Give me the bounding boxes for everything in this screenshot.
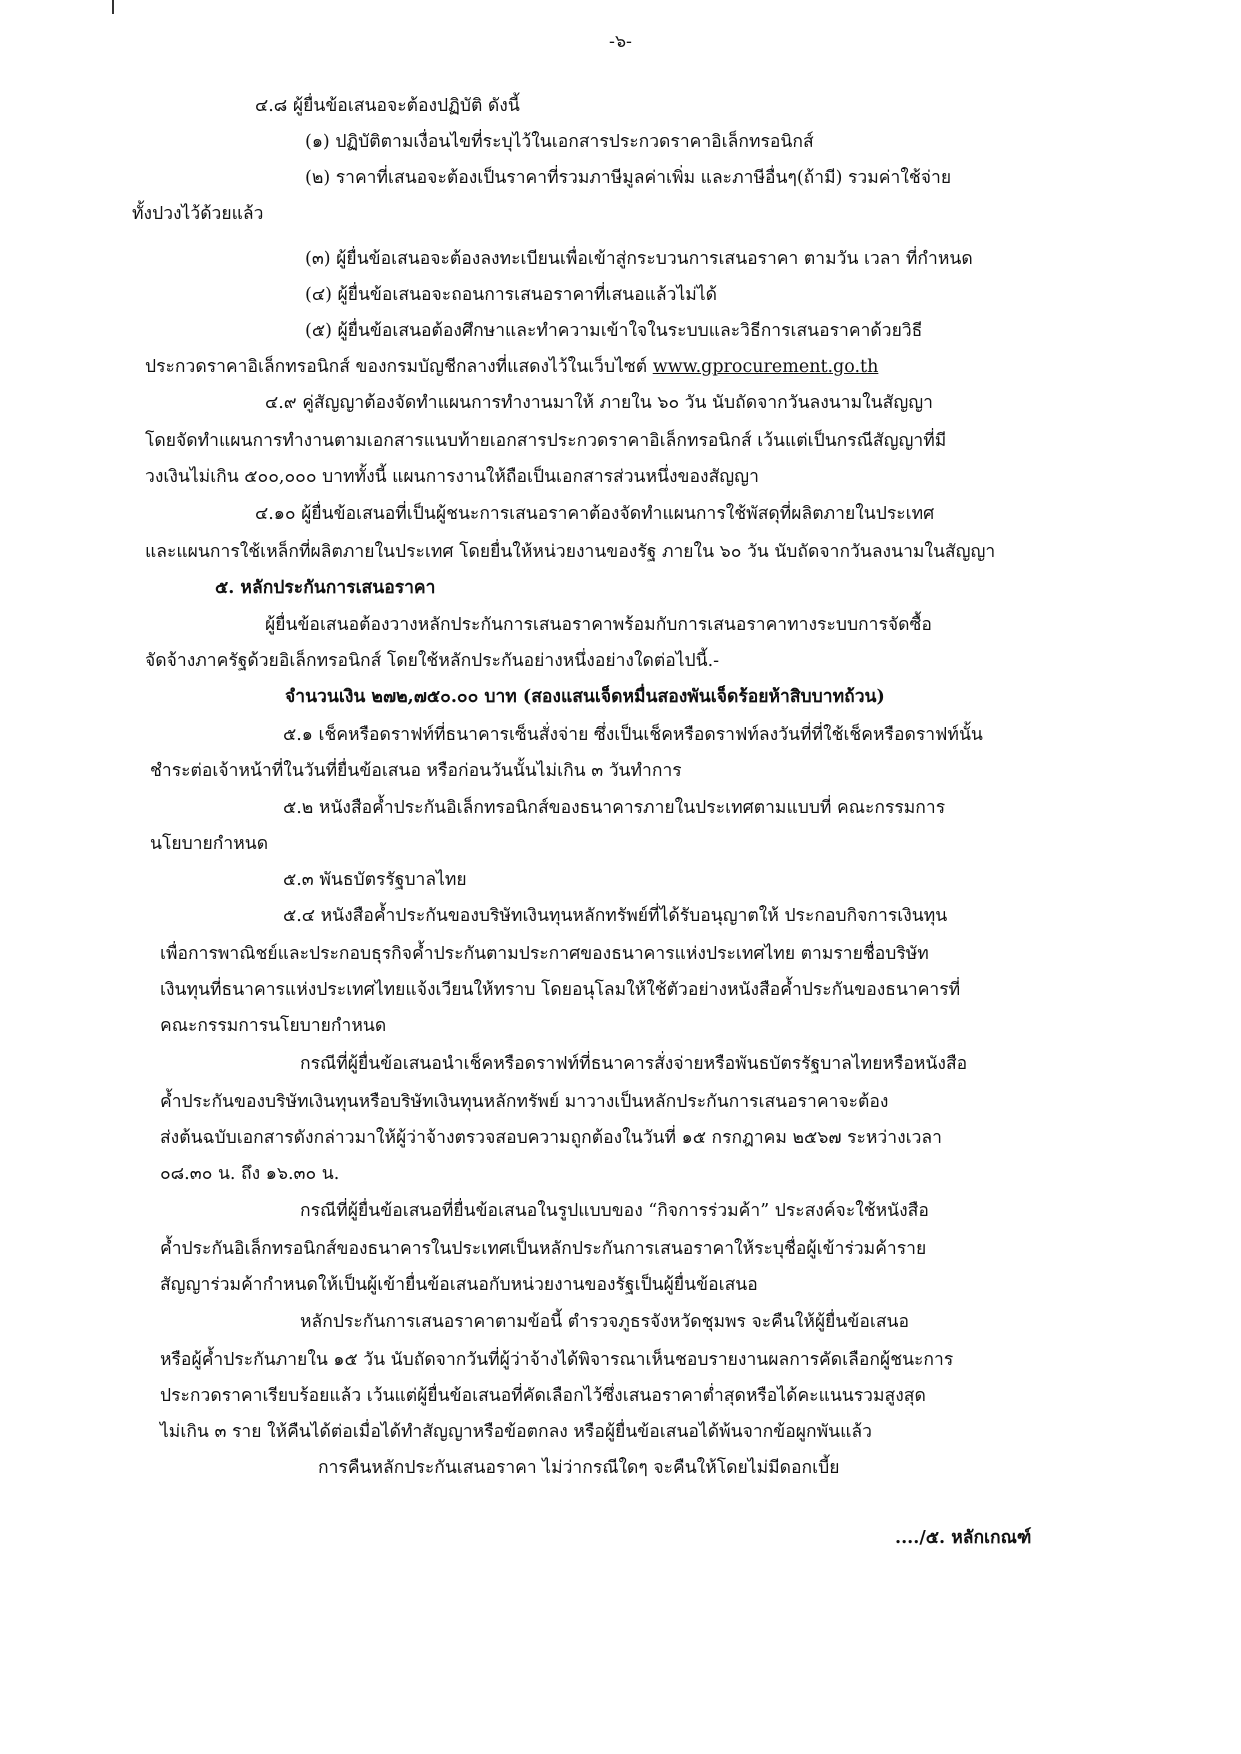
clause-5-1: ๕.๑ เช็คหรือดราฟท์ที่ธนาคารเซ็นสั่งจ่าย ซึ่งเป็นเช็คหรือดราฟท์ลงวันที่ที่ใช้เช็คหรือดราฟท์นั้น — [283, 725, 983, 745]
clause-4-10: ๔.๑๐ ผู้ยื่นข้อเสนอที่เป็นผู้ชนะการเสนอราคาต้องจัดทำแผนการใช้พัสดุที่ผลิตภายในประเทศ — [255, 504, 935, 524]
clause-5-4: ๕.๔ หนังสือค้ำประกันของบริษัทเงินทุนหลักทรัพย์ที่ได้รับอนุญาตให้ ประกอบกิจการเงินทุน — [283, 906, 948, 926]
section-5-intro-cont: จัดจ้างภาครัฐด้วยอิเล็กทรอนิกส์ โดยใช้หลักประกันอย่างหนึ่งอย่างใดต่อไปนี้.- — [145, 651, 720, 671]
clause-4-9-cont-1: โดยจัดทำแผนการทำงานตามเอกสารแนบท้ายเอกสารประกวดราคาอิเล็กทรอนิกส์ เว้นแต่เป็นกรณีสัญญาที่มี — [145, 431, 947, 451]
continuation-note: ..../๕. หลักเกณฑ์ — [895, 1528, 1032, 1548]
paragraph-joint-venture: กรณีที่ผู้ยื่นข้อเสนอที่ยื่นข้อเสนอในรูปแบบของ “กิจการร่วมค้า” ประสงค์จะใช้หนังสือ — [300, 1201, 929, 1221]
clause-4-8-item-5-cont-text: ประกวดราคาอิเล็กทรอนิกส์ ของกรมบัญชีกลางที่แสดงไว้ในเว็บไซต์ — [145, 357, 653, 377]
clause-4-8-item-5: (๕) ผู้ยื่นข้อเสนอต้องศึกษาและทำความเข้าใจในระบบและวิธีการเสนอราคาด้วยวิธี — [305, 321, 923, 341]
clause-4-8-item-5-cont — [145, 359, 878, 377]
page-edge-mark — [112, 0, 114, 14]
clause-4-8-item-4: (๔) ผู้ยื่นข้อเสนอจะถอนการเสนอราคาที่เสนอแล้วไม่ได้ — [305, 285, 717, 305]
paragraph-return-guarantee-cont-1: หรือผู้ค้ำประกันภายใน ๑๕ วัน นับถัดจากวันที่ผู้ว่าจ้างได้พิจารณาเห็นชอบรายงานผลการคัดเลือกผู้ชนะการ — [160, 1350, 954, 1370]
paragraph-joint-venture-cont-2: สัญญาร่วมค้ากำหนดให้เป็นผู้เข้ายื่นข้อเสนอกับหน่วยงานของรัฐเป็นผู้ยื่นข้อเสนอ — [160, 1275, 758, 1295]
paragraph-cheque-case: กรณีที่ผู้ยื่นข้อเสนอนำเช็คหรือดราฟท์ที่ธนาคารสั่งจ่ายหรือพันธบัตรรัฐบาลไทยหรือหนังสือ — [300, 1054, 968, 1074]
page-number: -๖- — [609, 32, 632, 52]
clause-4-10-cont: และแผนการใช้เหล็กที่ผลิตภายในประเทศ โดยยื่นให้หน่วยงานของรัฐ ภายใน ๖๐ วัน นับถัดจากวันลงนามในสัญญา — [145, 542, 996, 562]
paragraph-return-guarantee-cont-2: ประกวดราคาเรียบร้อยแล้ว เว้นแต่ผู้ยื่นข้อเสนอที่คัดเลือกไว้ซึ่งเสนอราคาต่ำสุดหรือได้คะแนนรวมสูงสุด — [160, 1386, 926, 1406]
paragraph-return-guarantee-cont-3: ไม่เกิน ๓ ราย ให้คืนได้ต่อเมื่อได้ทำสัญญาหรือข้อตกลง หรือผู้ยื่นข้อเสนอได้พ้นจากข้อผูกพันแล้ว — [160, 1422, 872, 1442]
clause-4-9-cont-2: วงเงินไม่เกิน ๕๐๐,๐๐๐ บาททั้งนี้ แผนการงานให้ถือเป็นเอกสารส่วนหนึ่งของสัญญา — [145, 467, 759, 487]
gprocurement-link[interactable]: www.gprocurement.go.th — [652, 357, 879, 377]
paragraph-no-interest: การคืนหลักประกันเสนอราคา ไม่ว่ากรณีใดๆ จะคืนให้โดยไม่มีดอกเบี้ย — [318, 1458, 840, 1478]
section-5-intro: ผู้ยื่นข้อเสนอต้องวางหลักประกันการเสนอราคาพร้อมกับการเสนอราคาทางระบบการจัดซื้อ — [265, 615, 932, 635]
clause-4-8-item-2-cont: ทั้งปวงไว้ด้วยแล้ว — [132, 204, 264, 224]
clause-5-3: ๕.๓ พันธบัตรรัฐบาลไทย — [283, 870, 467, 890]
clause-5-4-cont-3: คณะกรรมการนโยบายกำหนด — [160, 1016, 387, 1036]
guarantee-amount: จำนวนเงิน ๒๗๒,๗๕๐.๐๐ บาท (สองแสนเจ็ดหมื่นสองพันเจ็ดร้อยห้าสิบบาทถ้วน) — [285, 687, 885, 707]
clause-4-8-heading: ๔.๘ ผู้ยื่นข้อเสนอจะต้องปฏิบัติ ดังนี้ — [255, 96, 520, 116]
clause-4-8-item-1: (๑) ปฏิบัติตามเงื่อนไขที่ระบุไว้ในเอกสารประกวดราคาอิเล็กทรอนิกส์ — [305, 132, 814, 152]
clause-5-1-cont: ชำระต่อเจ้าหน้าที่ในวันที่ยื่นข้อเสนอ หรือก่อนวันนั้นไม่เกิน ๓ วันทำการ — [150, 761, 682, 781]
clause-5-4-cont-2: เงินทุนที่ธนาคารแห่งประเทศไทยแจ้งเวียนให้ทราบ โดยอนุโลมให้ใช้ตัวอย่างหนังสือค้ำประกันของธนาคารที่ — [160, 980, 961, 1000]
paragraph-cheque-case-cont-2: ส่งต้นฉบับเอกสารดังกล่าวมาให้ผู้ว่าจ้างตรวจสอบความถูกต้องในวันที่ ๑๕ กรกฎาคม ๒๕๖๗ ระหว่างเวลา — [160, 1128, 942, 1148]
paragraph-cheque-case-cont-1: ค้ำประกันของบริษัทเงินทุนหรือบริษัทเงินทุนหลักทรัพย์ มาวางเป็นหลักประกันการเสนอราคาจะต้อง — [160, 1092, 889, 1112]
clause-5-2-cont: นโยบายกำหนด — [150, 834, 269, 854]
clause-4-9: ๔.๙ คู่สัญญาต้องจัดทำแผนการทำงานมาให้ ภายใน ๖๐ วัน นับถัดจากวันลงนามในสัญญา — [265, 393, 933, 413]
paragraph-return-guarantee: หลักประกันการเสนอราคาตามข้อนี้ ตำรวจภูธรจังหวัดชุมพร จะคืนให้ผู้ยื่นข้อเสนอ — [300, 1312, 909, 1332]
clause-4-8-item-2: (๒) ราคาที่เสนอจะต้องเป็นราคาที่รวมภาษีมูลค่าเพิ่ม และภาษีอื่นๆ(ถ้ามี) รวมค่าใช้จ่าย — [305, 168, 952, 188]
clause-4-8-item-3: (๓) ผู้ยื่นข้อเสนอจะต้องลงทะเบียนเพื่อเข้าสู่กระบวนการเสนอราคา ตามวัน เวลา ที่กำหนด — [305, 249, 973, 269]
paragraph-cheque-case-cont-3: ๐๘.๓๐ น. ถึง ๑๖.๓๐ น. — [160, 1164, 340, 1184]
clause-5-4-cont-1: เพื่อการพาณิชย์และประกอบธุรกิจค้ำประกันตามประกาศของธนาคารแห่งประเทศไทย ตามรายชื่อบริษัท — [160, 944, 929, 964]
section-5-heading: ๕. หลักประกันการเสนอราคา — [215, 578, 436, 598]
paragraph-joint-venture-cont-1: ค้ำประกันอิเล็กทรอนิกส์ของธนาคารในประเทศเป็นหลักประกันการเสนอราคาให้ระบุชื่อผู้เข้าร่วมค้าราย — [160, 1239, 927, 1259]
clause-5-2: ๕.๒ หนังสือค้ำประกันอิเล็กทรอนิกส์ของธนาคารภายในประเทศตามแบบที่ คณะกรรมการ — [283, 798, 946, 818]
